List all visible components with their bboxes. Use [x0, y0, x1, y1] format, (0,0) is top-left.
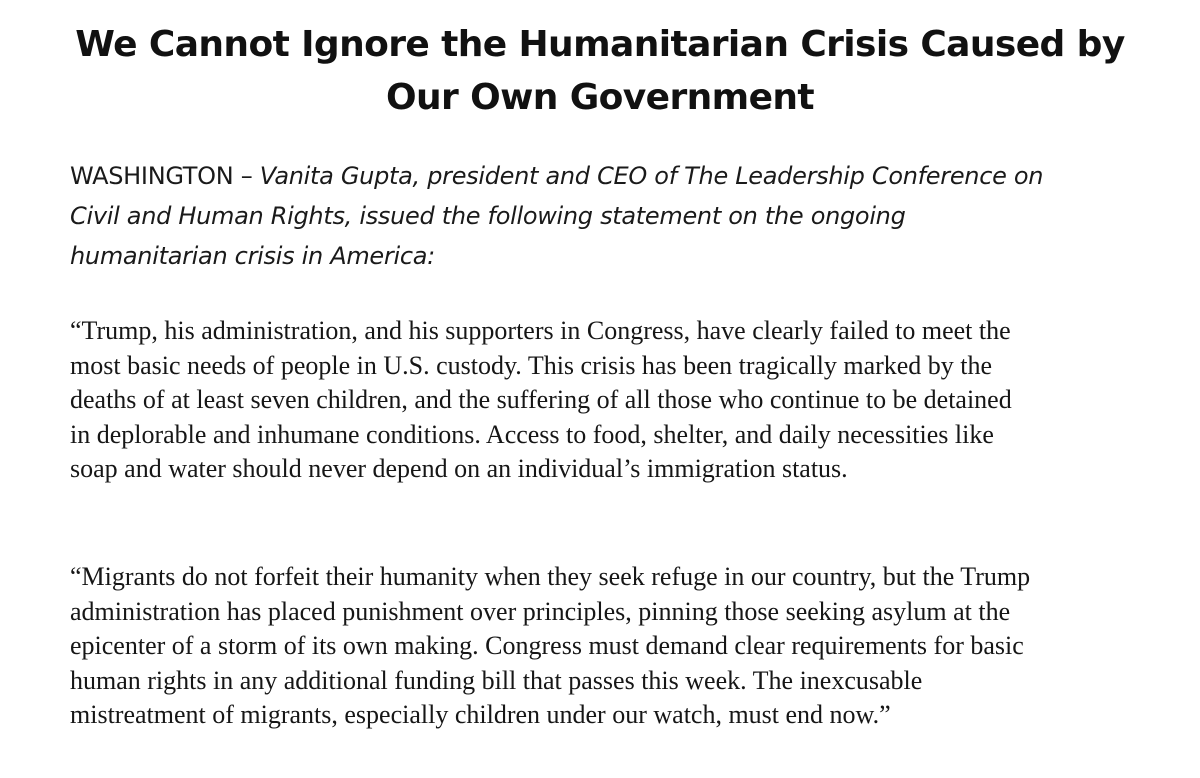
dateline-intro-1: Vanita Gupta, president and CEO of The Leadership Conference on [259, 162, 1044, 190]
dateline-location: WASHINGTON – [70, 162, 260, 190]
paragraph-line: mistreatment of migrants, especially children under our watch, must end now.” [70, 700, 891, 729]
paragraph-line: human rights in any additional funding bill that passes this week. The inexcusable [70, 665, 923, 695]
title-line-2: Our Own Government [385, 77, 815, 118]
title-line-1: We Cannot Ignore the Humanitarian Crisis Caused by [75, 24, 1125, 65]
dateline-line-1 [70, 156, 1180, 196]
paragraph-line: soap and water should never depend on an individual’s immigration status. [70, 454, 848, 483]
dateline-intro-3: humanitarian crisis in America: [70, 242, 435, 270]
paragraph-line: “Trump, his administration, and his supporters in Congress, have clearly failed to meet the [70, 316, 1011, 345]
statement-paragraph-1 [70, 314, 1180, 487]
paragraph-line: deaths of at least seven children, and the suffering of all those who continue to be detained [70, 385, 1012, 414]
dateline-paragraph [70, 156, 1180, 276]
dateline-intro-2: Civil and Human Rights, issued the following statement on the ongoing [70, 202, 906, 230]
paragraph-line: “Migrants do not forfeit their humanity when they seek refuge in our country, but the Trump [70, 562, 1031, 591]
paragraph-line: most basic needs of people in U.S. custody. This crisis has been tragically marked by the [70, 350, 993, 380]
paragraph-line: epicenter of a storm of its own making. Congress must demand clear requirements for basic [70, 631, 1024, 660]
statement-paragraph-2 [70, 560, 1180, 733]
paragraph-line: in deplorable and inhumane conditions. Access to food, shelter, and daily necessities like [70, 419, 994, 449]
page-title [60, 18, 1140, 124]
paragraph-line: administration has placed punishment over principles, pinning those seeking asylum at the [70, 596, 1011, 626]
